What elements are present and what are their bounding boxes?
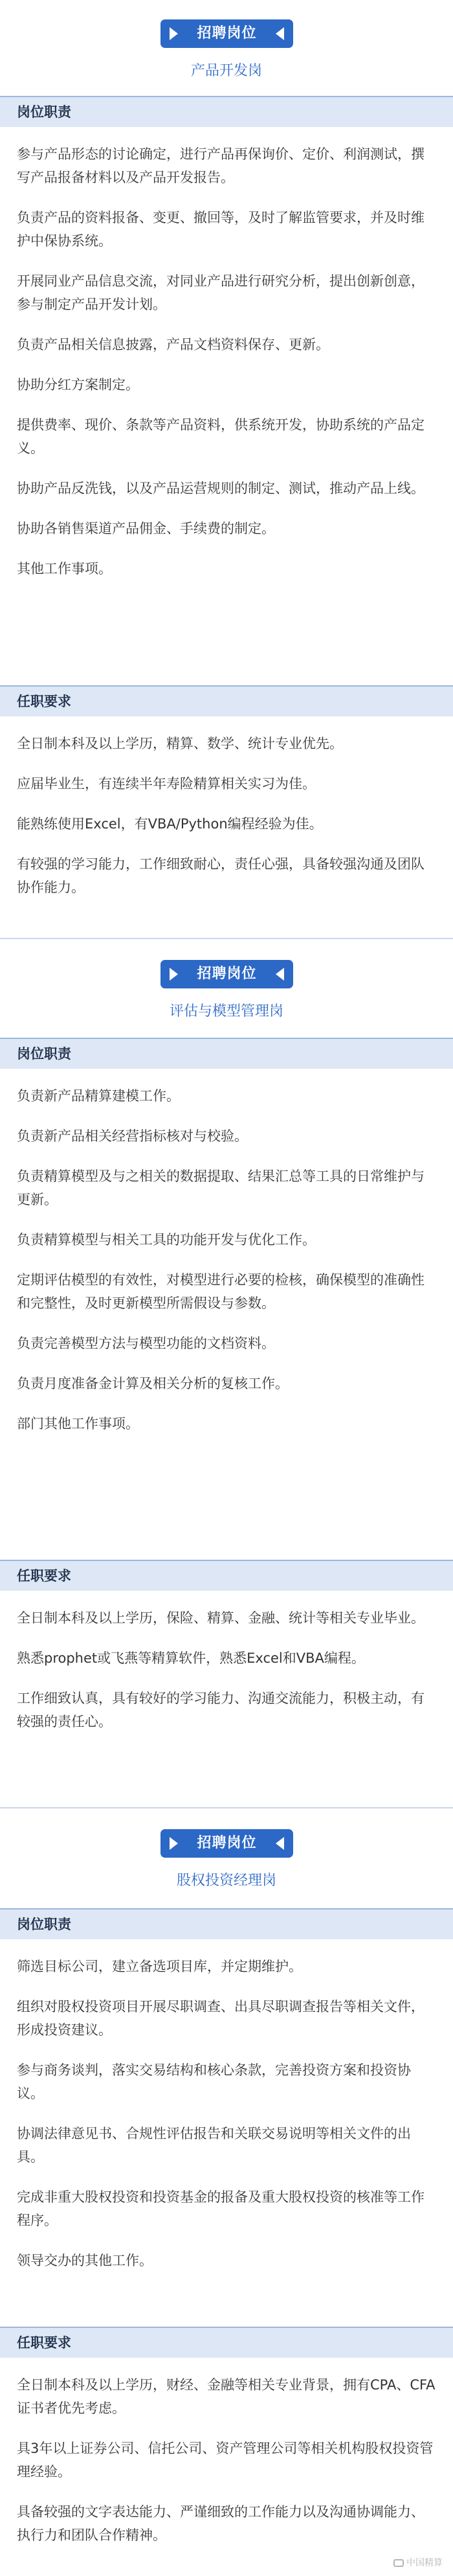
duty-item: 负责精算模型与相关工具的功能开发与优化工作。 (17, 1232, 316, 1248)
duty-item: 负责精算模型及与之相关的数据提取、结果汇总等工具的日常维护与更新。 (17, 1168, 425, 1207)
duty-item: 参与商务谈判，落实交易结构和核心条款，完善投资方案和投资协议。 (17, 2062, 411, 2101)
duties-list (0, 1955, 453, 2289)
duties-label: 岗位职责 (17, 1917, 71, 1932)
watermark (393, 2556, 443, 2569)
camera-icon (393, 2559, 404, 2567)
requirements-label: 任职要求 (17, 1568, 71, 1584)
watermark-text: 中国精算 (406, 2558, 443, 2568)
duties-label-bar (0, 96, 453, 127)
recruit-badge (160, 19, 293, 48)
requirement-item: 全日制本科及以上学历，保险、精算、金融、统计等相关专业毕业。 (17, 1610, 425, 1626)
requirement-item: 工作细致认真，具有较好的学习能力、沟通交流能力，积极主动，有较强的责任心。 (17, 1691, 425, 1729)
requirement-item: 全日制本科及以上学历，财经、金融等相关专业背景，拥有CPA、CFA证书者优先考虑。 (17, 2377, 436, 2416)
section-header-equity-invest (0, 1810, 453, 1900)
section-divider (0, 938, 453, 939)
job-title: 评估与模型管理岗 (169, 1003, 283, 1020)
duty-item: 组织对股权投资项目开展尽职调查、出具尽职调查报告等相关文件，形成投资建议。 (17, 1999, 425, 2038)
job-title: 产品开发岗 (190, 63, 262, 79)
duty-item: 负责完善模型方法与模型功能的文档资料。 (17, 1336, 275, 1351)
recruit-badge-label: 招聘岗位 (197, 1835, 257, 1851)
duty-item: 其他工作事项。 (17, 561, 112, 576)
duty-item: 提供费率、现价、条款等产品资料，供系统开发，协助系统的产品定义。 (17, 417, 425, 456)
requirements-label: 任职要求 (17, 2335, 71, 2351)
recruit-badge-label: 招聘岗位 (197, 25, 257, 41)
requirements-list (0, 1606, 453, 1750)
requirements-label: 任职要求 (17, 694, 71, 709)
duty-item: 负责产品相关信息披露，产品文档资料保存、更新。 (17, 337, 329, 352)
duties-list (0, 142, 453, 597)
requirements-label-bar (0, 2327, 453, 2358)
section-divider (0, 1807, 453, 1808)
section-header-product-dev (0, 0, 453, 91)
requirement-item: 熟悉prophet或飞燕等精算软件，熟悉Excel和VBA编程。 (17, 1650, 365, 1666)
duty-item: 开展同业产品信息交流，对同业产品进行研究分析，提出创新创意，参与制定产品开发计划。 (17, 273, 425, 312)
duty-item: 负责月度准备金计算及相关分析的复核工作。 (17, 1376, 289, 1391)
duty-item: 负责新产品相关经营指标核对与校验。 (17, 1128, 248, 1144)
recruit-badge-label: 招聘岗位 (197, 966, 257, 982)
duty-item: 参与产品形态的讨论确定，进行产品再保询价、定价、利润测试，撰写产品报备材料以及产品开发报告。 (17, 146, 425, 185)
requirements-list (0, 732, 453, 916)
requirements-label-bar (0, 1560, 453, 1591)
duty-item: 协助分红方案制定。 (17, 377, 139, 393)
recruit-badge (160, 960, 293, 988)
requirement-item: 能熟练使用Excel，有VBA/Python编程经验为佳。 (17, 816, 323, 832)
requirements-list (0, 2373, 453, 2564)
requirement-item: 具3年以上证券公司、信托公司、资产管理公司等相关机构股权投资管理经验。 (17, 2441, 434, 2479)
section-header-model-mgmt (0, 940, 453, 1031)
duty-item: 协助各销售渠道产品佣金、手续费的制定。 (17, 521, 275, 536)
requirements-label-bar (0, 685, 453, 716)
requirement-item: 全日制本科及以上学历，精算、数学、统计专业优先。 (17, 736, 343, 751)
duty-item: 部门其他工作事项。 (17, 1416, 139, 1431)
requirement-item: 应届毕业生，有连续半年寿险精算相关实习为佳。 (17, 776, 316, 792)
duties-label: 岗位职责 (17, 1046, 71, 1062)
recruit-badge (160, 1829, 293, 1858)
duties-label-bar (0, 1038, 453, 1069)
duty-item: 完成非重大股权投资和投资基金的报备及重大股权投资的核准等工作程序。 (17, 2189, 425, 2228)
duty-item: 定期评估模型的有效性，对模型进行必要的检核，确保模型的准确性和完整性，及时更新模型所需假设与参数。 (17, 1272, 425, 1311)
duty-item: 领导交办的其他工作。 (17, 2253, 153, 2268)
duty-item: 筛选目标公司，建立备选项目库，并定期维护。 (17, 1959, 302, 1974)
duty-item: 负责新产品精算建模工作。 (17, 1088, 180, 1104)
duties-list (0, 1084, 453, 1452)
job-title: 股权投资经理岗 (176, 1873, 276, 1889)
duties-label-bar (0, 1908, 453, 1939)
requirement-item: 具备较强的文字表达能力、严谨细致的工作能力以及沟通协调能力、执行力和团队合作精神。 (17, 2504, 425, 2543)
duties-label: 岗位职责 (17, 104, 71, 120)
duty-item: 协调法律意见书、合规性评估报告和关联交易说明等相关文件的出具。 (17, 2126, 411, 2165)
requirement-item: 有较强的学习能力，工作细致耐心，责任心强，具备较强沟通及团队协作能力。 (17, 856, 425, 895)
duty-item: 协助产品反洗钱，以及产品运营规则的制定、测试，推动产品上线。 (17, 481, 425, 496)
duty-item: 负责产品的资料报备、变更、撤回等，及时了解监管要求，并及时维护中保协系统。 (17, 210, 425, 249)
